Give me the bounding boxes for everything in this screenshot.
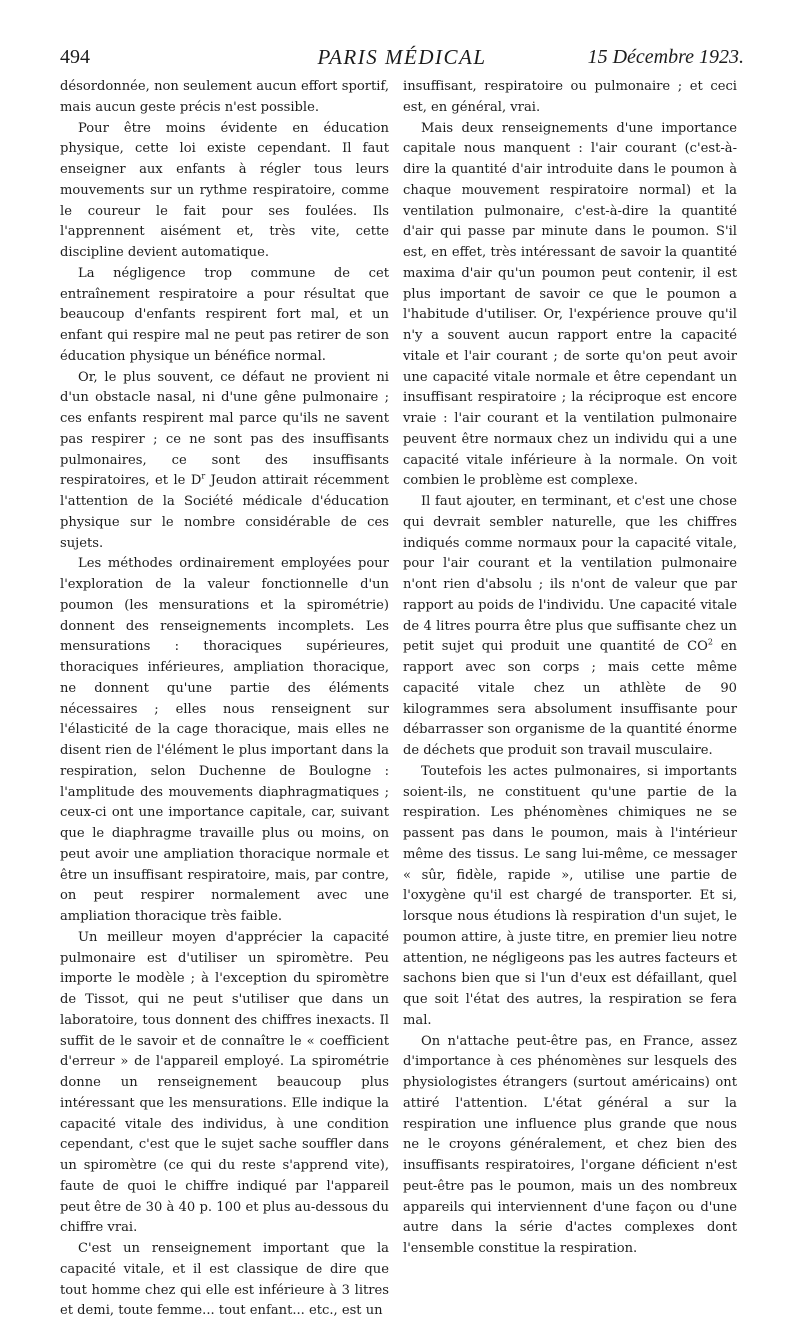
- paragraph: Mais deux renseignements d'une importance capitale nous manquent : l'air courant (c'est-à-dire la quantité d'air introduite dans le poumon à chaque mouvement respiratoire normal) et la ventilation pulmonaire, c'est-à-dire la quantité d'air qui passe par minute dans le poumon. S'il est, en effet, très intéressant de savoir la quantité maxima d'air qu'un poumon peut contenir, il est plus important de savoir ce que le poumon a l'habitude d'utiliser. Or, l'expérience prouve qu'il n'y a souvent aucun rapport entre la capacité vitale et l'air courant ; de sorte qu'on peut avoir une capacité vitale normale et être cependant un insuffisant respiratoire ; la réciproque est encore vraie : l'air courant et la ventilation pulmonaire peuvent être normaux chez un individu qui a une capacité vitale inférieure à la normale. On voit combien le problème est complexe.: [403, 120, 737, 489]
- right-column: [403, 77, 737, 1260]
- left-column: [60, 77, 389, 1322]
- issue-date: 15 Décembre 1923.: [587, 46, 744, 68]
- paragraph: [403, 492, 737, 762]
- superscript: r: [201, 471, 206, 481]
- paragraph: On n'attache peut-être pas, en France, assez d'importance à ces phénomènes sur lesquels des physiologistes étrangers (surtout américains) ont attiré l'attention. L'état général a sur la respiration une influence plus grande que nous ne le croyons généralement, et chez bien des insuffisants respiratoires, l'organe déficient n'est peut-être pas le poumon, mais un des nombreux appareils qui interviennent d'une façon ou d'une autre dans la série d'actes complexes dont l'ensemble constitue la respiration.: [403, 1033, 737, 1256]
- paragraph: Pour être moins évidente en éducation physique, cette loi existe cependant. Il faut enseigner aux enfants à régler tous leurs mouvements sur un rythme respiratoire, comme le coureur le fait pour ses foulées. Ils l'apprennent aisément et, très vite, cette discipline devient automatique.: [60, 120, 389, 260]
- paragraph: Les méthodes ordinairement employées pour l'exploration de la valeur fonctionnelle d'un poumon (les mensurations et la spirométrie) donnent des renseignements incomplets. Les mensurations : thoraciques supérieures, thoraciques inférieures, ampliation thoracique, ne donnent qu'une partie des éléments nécessaires ; elles nous renseignent sur l'élasticité de la cage thoracique, mais elles ne disent rien de l'élément le plus important dans la respiration, selon Duchenne de Boulogne : l'amplitude des mouvements diaphragmatiques ; ceux-ci ont une importance capitale, car, suivant que le diaphragme travaille plus ou moins, on peut avoir une ampliation thoracique normale et être un insuffisant respiratoire, mais, par contre, on peut respirer normalement avec une ampliation thoracique très faible.: [60, 556, 389, 924]
- paragraph: Un meilleur moyen d'apprécier la capacité pulmonaire est d'utiliser un spiromètre. Peu importe le modèle ; à l'exception du spiromètre de Tissot, qui ne peut s'utiliser que dans un laboratoire, tous donnent des chiffres inexacts. Il suffit de le savoir et de connaître le « coefficient d'erreur » de l'appareil employé. La spirométrie donne un renseignement beaucoup plus intéressant que les mensurations. Elle indique la capacité vitale des individus, à une condition cependant, c'est que le sujet sache souffler dans un spiromètre (ce qui du reste s'apprend vite), faute de quoi le chiffre indiqué par l'appareil peut être de 30 à 40 p. 100 et plus au-dessous du chiffre vrai.: [60, 929, 389, 1236]
- page-number: 494: [60, 46, 90, 68]
- paragraph: Toutefois les actes pulmonaires, si importants soient-ils, ne constituent qu'une partie de la respiration. Les phénomènes chimiques ne se passent pas dans le poumon, mais à l'intérieur même des tissus. Le sang lui-même, ce messager « sûr, fidèle, rapide », utilise une partie de l'oxygène qu'il est chargé de transporter. Et si, lorsque nous étudions là respiration d'un sujet, le poumon attire, à juste titre, en premier lieu notre attention, ne négligeons pas les autres facteurs et sachons bien que si l'un d'eux est défaillant, quel que soit l'état des autres, la respiration se fera mal.: [403, 763, 737, 1028]
- text-run: Jeudon attirait récemment l'attention de la Société médicale d'éducation physique sur le nombre considérable de ces sujets.: [60, 473, 389, 551]
- paragraph: [60, 368, 389, 555]
- paragraph: La négligence trop commune de cet entraînement respiratoire a pour résultat que beaucoup d'enfants respirent fort mal, et un enfant qui respire mal ne peut pas retirer de son éducation physique un bénéfice normal.: [60, 265, 389, 364]
- superscript: 2: [707, 637, 713, 647]
- article-body: [60, 77, 744, 1319]
- journal-page: [60, 40, 744, 1319]
- paragraph: C'est un renseignement important que la capacité vitale, et il est classique de dire que tout homme chez qui elle est inférieure à 3 litres et demi, toute femme... tout enfant... etc., est un: [60, 1241, 389, 1319]
- journal-title: PARIS MÉDICAL: [317, 45, 487, 69]
- running-header: [60, 40, 744, 74]
- text-run: en rapport avec son corps ; mais cette même capacité vitale chez un athlète de 90 kilogrammes sera absolument insuffisante pour débarrasser son organisme de la quantité énorme de déchets que produit son travail musculaire.: [403, 639, 737, 758]
- text-run: Or, le plus souvent, ce défaut ne provient ni d'un obstacle nasal, ni d'une gêne pulmonaire ; ces enfants respirent mal parce qu'ils ne savent pas respirer ; ce ne sont pas des insuffisants pulmonaires, ce sont des insuffisants respiratoires, et le D: [60, 369, 389, 489]
- paragraph: désordonnée, non seulement aucun effort sportif, mais aucun geste précis n'est possible.: [60, 79, 389, 115]
- paragraph: insuffisant, respiratoire ou pulmonaire ; et ceci est, en général, vrai.: [403, 79, 737, 115]
- text-run: Il faut ajouter, en terminant, et c'est une chose qui devrait sembler naturelle, que les chiffres indiqués comme normaux pour la capacité vitale, pour l'air courant et la ventilation pulmonaire n'ont rien d'absolu ; ils n'ont de valeur que par rapport au poids de l'individu. Une capacité vitale de 4 litres pourra être plus que suffisante chez un petit sujet qui produit une quantité de CO: [403, 494, 737, 655]
